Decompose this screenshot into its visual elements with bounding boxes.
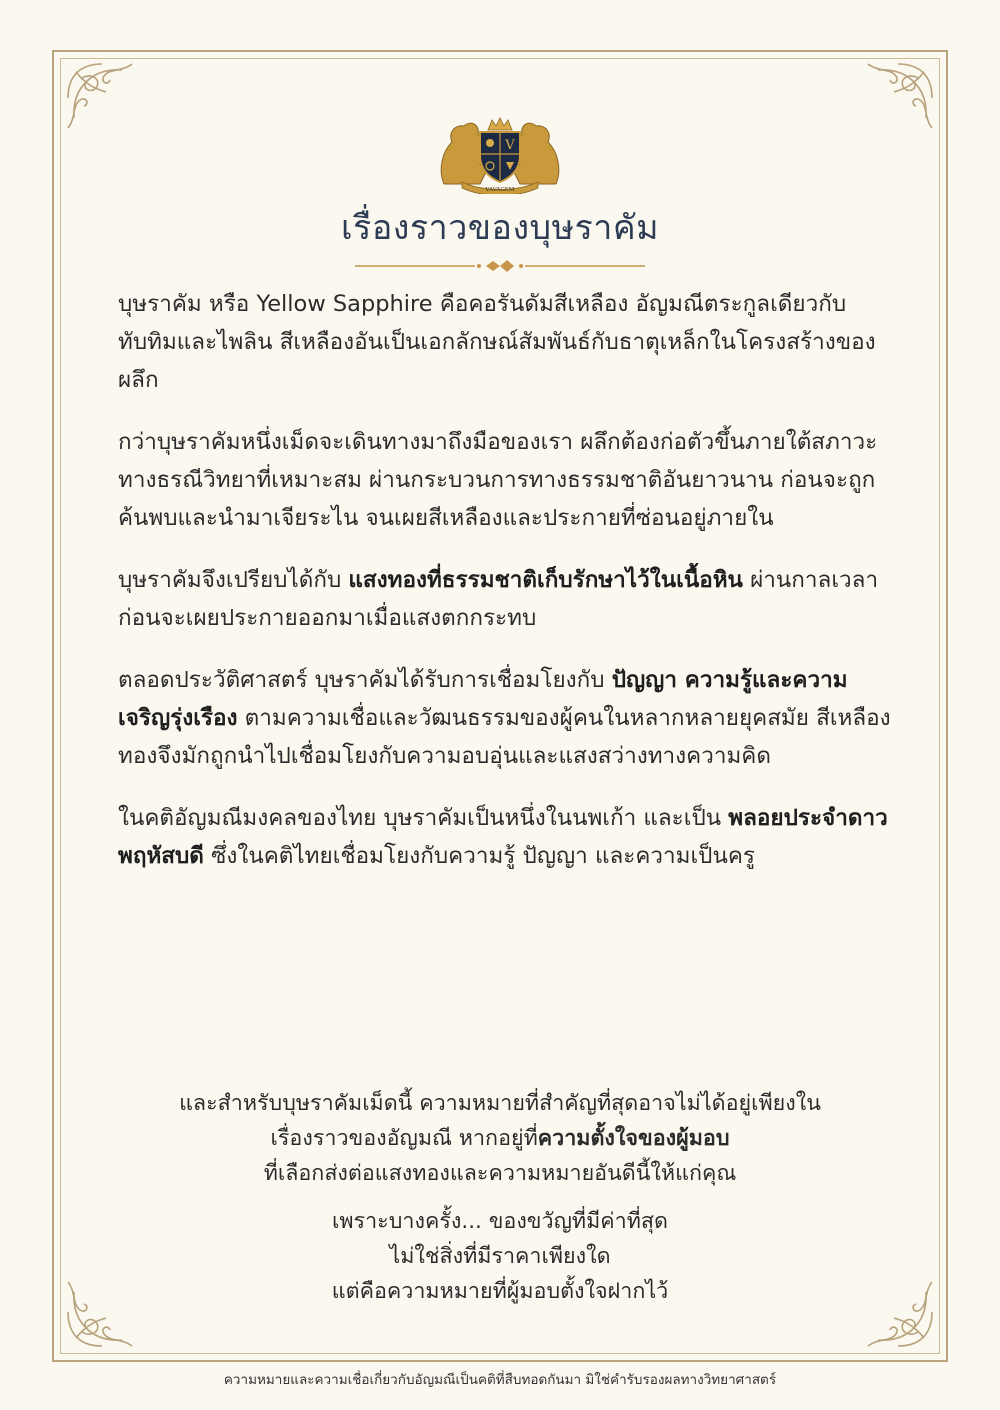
lion-crest-logo-icon [434, 112, 566, 194]
title-divider [355, 258, 645, 274]
ornamental-corner-icon [62, 58, 140, 136]
page-title: เรื่องราวของบุษราคัม [340, 208, 660, 248]
closing-text: เรื่องราวของอัญมณี หากอยู่ที่ [270, 1126, 538, 1151]
paragraph-emphasis: แสงทองที่ธรรมชาติเก็บรักษาไว้ในเนื้อหิน [348, 567, 743, 593]
disclaimer-footnote: ความหมายและความเชื่อเกี่ยวกับอัญมณีเป็นคติที่สืบทอดกันมา มิใช่คำรับรองผลทางวิทยาศาสตร์ [223, 1372, 777, 1388]
closing-quote [100, 1204, 900, 1309]
shield-letter: V [505, 138, 515, 153]
story-paragraph [118, 285, 898, 399]
paragraph-text: ผ่านกาลเวลา ก่อนจะเผยประกายออกมาเมื่อแสงตกกระทบ [118, 567, 879, 631]
paragraph-text: ตลอดประวัติศาสตร์ บุษราคัมได้รับการเชื่อมโยงกับ [118, 667, 612, 693]
paragraph-text: บุษราคัม หรือ Yellow Sapphire คือคอรันดัมสีเหลือง อัญมณีตระกูลเดียวกับทับทิมและไพลิน สีเหลืองอันเป็นเอกลักษณ์สัมพันธ์กับธาตุเหล็กในโครงสร้างของผลึก [118, 291, 876, 393]
paragraph-text: ตามความเชื่อและวัฒนธรรมของผู้คนในหลากหลายยุคสมัย สีเหลืองทองจึงมักถูกนำไปเชื่อมโยงกับความอบอุ่นและแสงสว่างทางความคิด [118, 705, 891, 769]
paragraph-text: บุษราคัมจึงเปรียบได้กับ [118, 567, 349, 593]
ornamental-corner-icon [860, 58, 938, 136]
paragraph-text: ซึ่งในคติไทยเชื่อมโยงกับความรู้ ปัญญา และความเป็นครู [203, 843, 755, 869]
story-paragraph [118, 661, 898, 775]
story-paragraph [118, 561, 898, 637]
story-paragraph [118, 423, 898, 537]
story-body [118, 285, 898, 899]
closing-line: และสำหรับบุษราคัมเม็ดนี้ ความหมายที่สำคัญที่สุดอาจไม่ได้อยู่เพียงใน [179, 1091, 821, 1116]
paragraph-text: ในคติอัญมณีมงคลของไทย บุษราคัมเป็นหนึ่งในนพเก้า และเป็น [118, 805, 729, 831]
quote-line: เพราะบางครั้ง... ของขวัญที่มีค่าที่สุด [332, 1209, 668, 1234]
closing-line [100, 1121, 900, 1156]
closing-message [100, 1086, 900, 1191]
logo-ribbon-text: VAVAGEM [485, 187, 515, 193]
quote-line: แต่คือความหมายที่ผู้มอบตั้งใจฝากไว้ [331, 1279, 669, 1304]
paragraph-emphasis: ปัญญา ความรู้และความเจริญรุ่งเรือง [118, 667, 848, 731]
quote-line: ไม่ใช่สิ่งที่มีราคาเพียงใด [389, 1244, 611, 1269]
closing-line: ที่เลือกส่งต่อแสงทองและความหมายอันดีนี้ให้แก่คุณ [263, 1161, 737, 1186]
paragraph-text: กว่าบุษราคัมหนึ่งเม็ดจะเดินทางมาถึงมือของเรา ผลึกต้องก่อตัวขึ้นภายใต้สภาวะทางธรณีวิทยาที่เหมาะสม ผ่านกระบวนการทางธรรมชาติอันยาวนาน ก่อนจะถูกค้นพบและนำมาเจียระไน จนเผยสีเหลืองและประกายที่ซ่อนอยู่ภายใน [118, 429, 878, 531]
story-paragraph [118, 799, 898, 875]
paragraph-emphasis: พลอยประจำดาวพฤหัสบดี [118, 805, 888, 869]
closing-emphasis: ความตั้งใจของผู้มอบ [537, 1126, 730, 1151]
